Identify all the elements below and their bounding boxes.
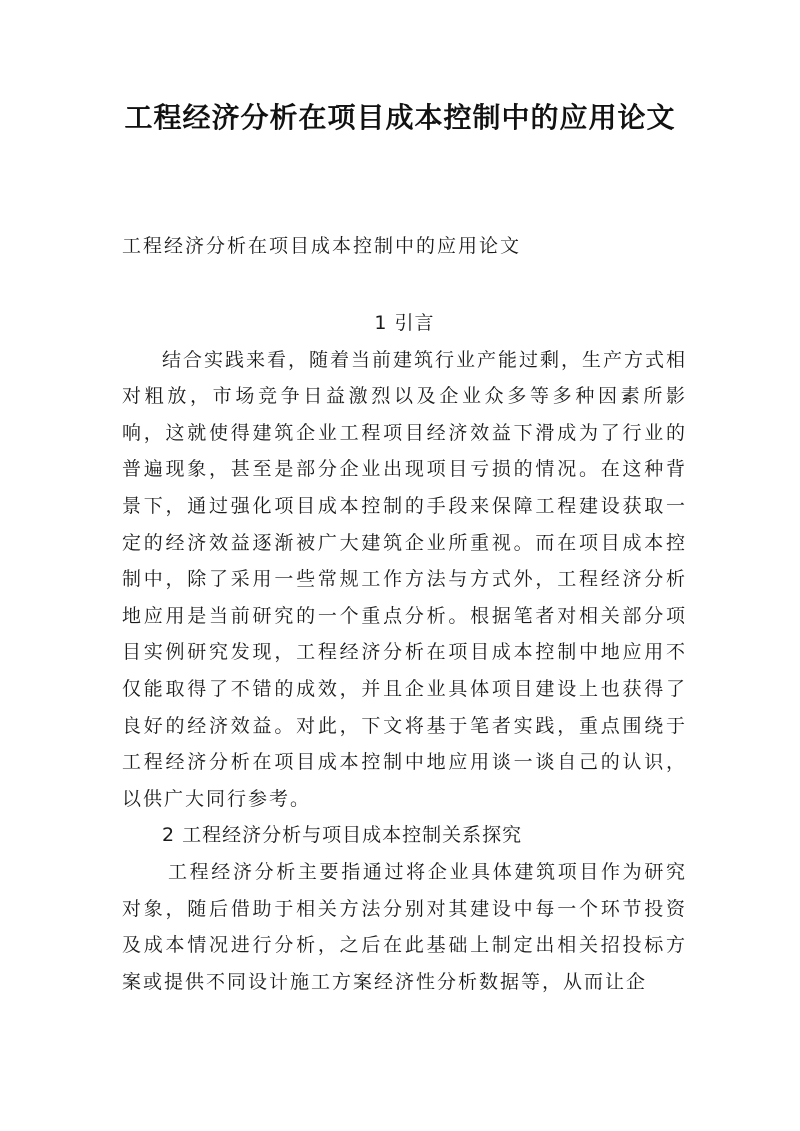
document-title: 工程经济分析在项目成本控制中的应用论文: [124, 101, 676, 134]
paragraph-introduction: 结合实践来看，随着当前建筑行业产能过剩，生产方式相对粗放，市场竞争日益激烈以及企业众多等多种因素所影响，这就使得建筑企业工程项目经济效益下滑成为了行业的普遍现象，甚至是部分企业出现项目亏损的情况。在这种背景下，通过强化项目成本控制的手段来保障工程建设获取一定的经济效益逐渐被广大建筑企业所重视。而在项目成本控制中，除了采用一些常规工作方法与方式外，工程经济分析地应用是当前研究的一个重点分析。根据笔者对相关部分项目实例研究发现，工程经济分析在项目成本控制中地应用不仅能取得了不错的成效，并且企业具体项目建设上也获得了良好的经济效益。对此，下文将基于笔者实践，重点围绕于工程经济分析在项目成本控制中地应用谈一谈自己的认识，以供广大同行参考。: [122, 348, 688, 810]
section-heading-introduction: 1 引言: [374, 312, 435, 334]
document-body: [122, 305, 687, 1000]
document-subtitle: 工程经济分析在项目成本控制中的应用论文: [122, 235, 522, 257]
section-heading-relationship: 2 工程经济分析与项目成本控制关系探究: [162, 824, 523, 847]
paragraph-relationship: 工程经济分析主要指通过将企业具体建筑项目作为研究对象，随后借助于相关方法分别对其建设中每一个环节投资及成本情况进行分析，之后在此基础上制定出相关招投标方案或提供不同设计施工方案经济性分析数据等，从而让企: [122, 860, 687, 993]
